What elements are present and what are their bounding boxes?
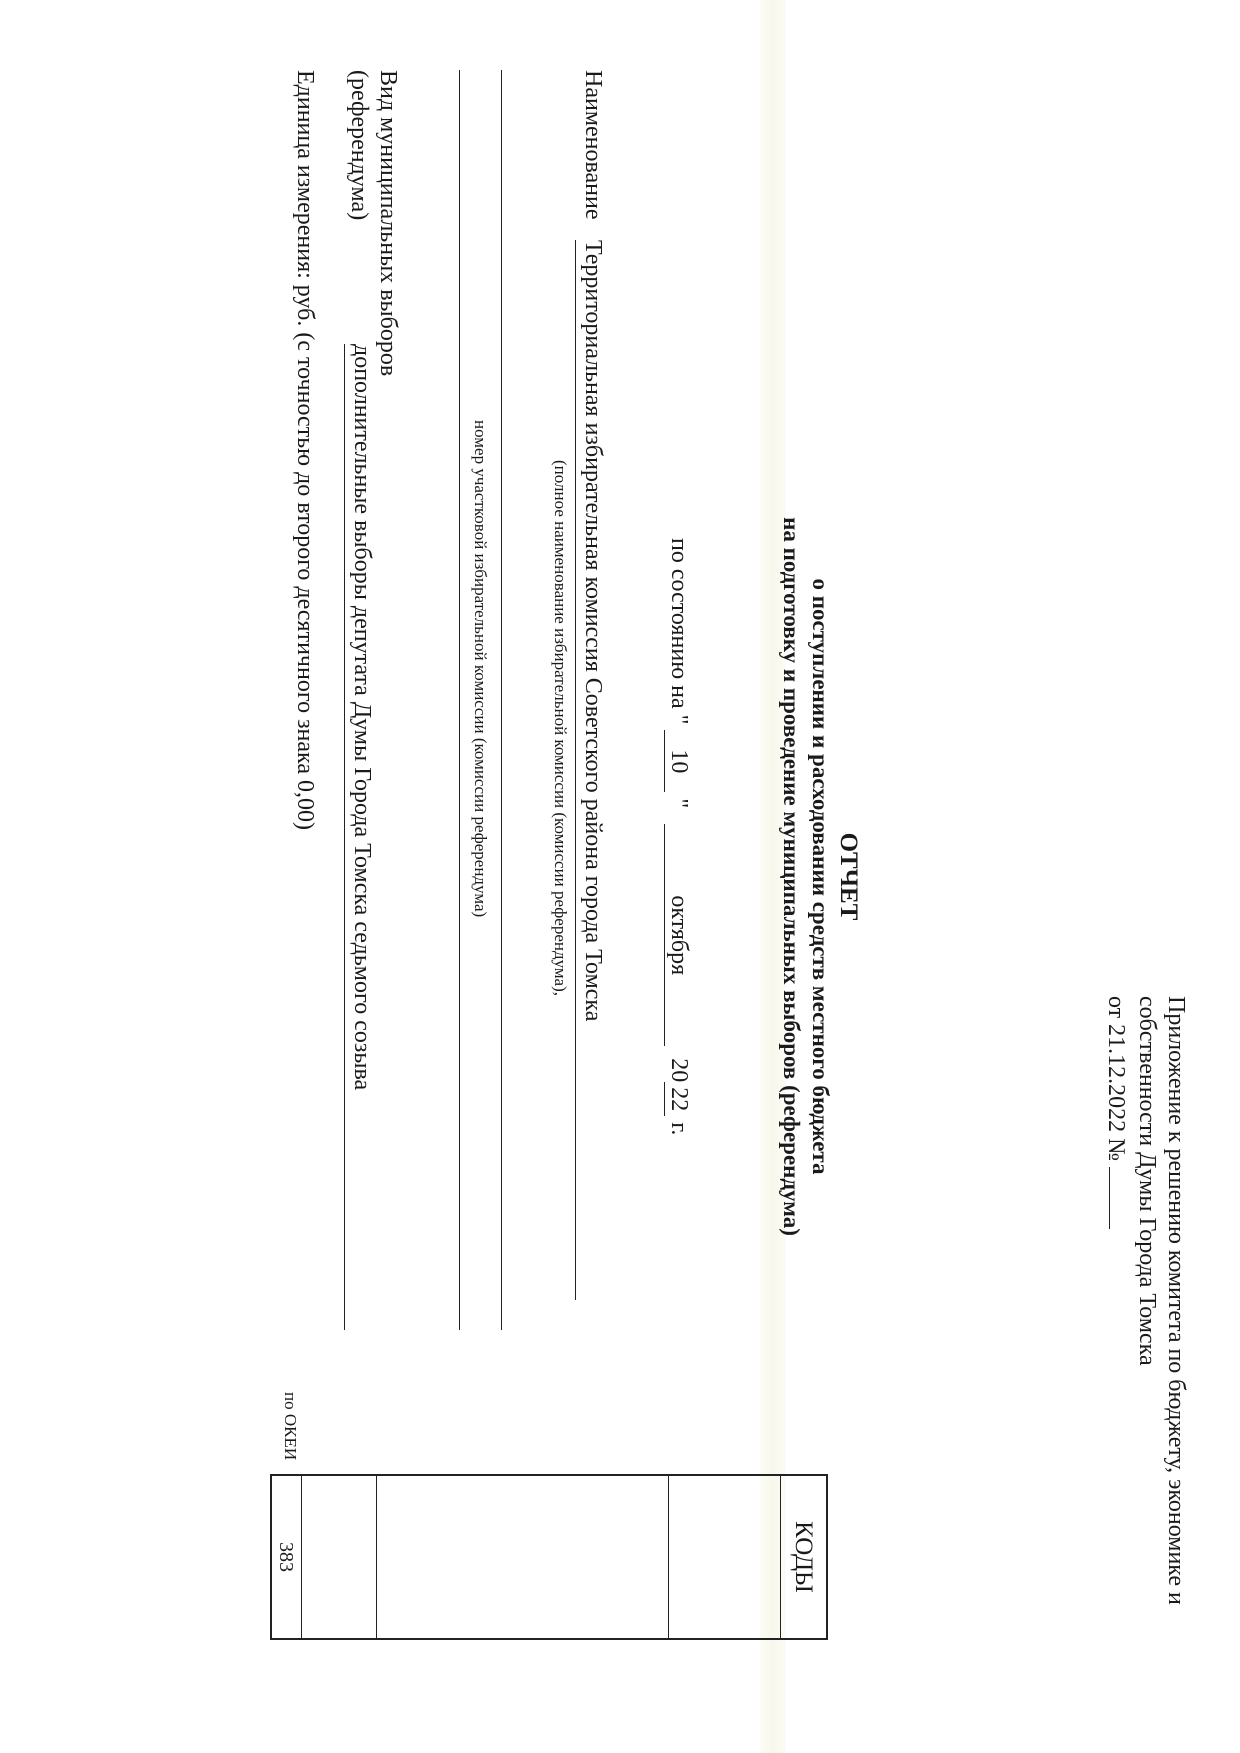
report-subtitle-2: на подготовку и проведение муниципальных выборов (референдума) bbox=[779, 517, 804, 1236]
date-day: 10 bbox=[664, 730, 692, 792]
codes-cell-date bbox=[668, 1476, 780, 1638]
report-title: ОТЧЕТ bbox=[835, 832, 862, 921]
election-kind-label-line-2: (референдума) bbox=[346, 70, 372, 221]
appendix-line-2: собственности Думы Города Томска bbox=[1134, 996, 1160, 1366]
date-year-suffix: 22 bbox=[664, 1082, 692, 1116]
appendix-number-blank bbox=[1109, 1167, 1132, 1229]
date-year-prefix: 20 bbox=[666, 1058, 692, 1083]
date-suffix: г. bbox=[666, 1122, 692, 1136]
election-kind-label-line-1: Вид муниципальных выборов bbox=[375, 70, 401, 377]
report-subtitle-1: о поступлении и расходовании средств местного бюджета bbox=[808, 578, 833, 1175]
codes-cell-name bbox=[376, 1476, 668, 1638]
date-prefix: по состоянию на " bbox=[666, 538, 692, 725]
appendix-note bbox=[1101, 996, 1190, 1605]
codes-cell-kind bbox=[302, 1476, 376, 1638]
codes-header: КОДЫ bbox=[780, 1476, 826, 1638]
appendix-line-1: Приложение к решению комитета по бюджету, экономике и bbox=[1163, 996, 1189, 1605]
date-month: октября bbox=[664, 824, 692, 1046]
name-value: Территориальная избирательная комиссия Советского района города Томска bbox=[575, 240, 606, 1300]
codes-okei-value: 383 bbox=[271, 1476, 302, 1638]
name-label: Наименование bbox=[580, 70, 606, 220]
appendix-line-3 bbox=[1101, 996, 1132, 1605]
election-kind-label bbox=[344, 70, 402, 376]
date-quote: " bbox=[666, 798, 692, 809]
commission-number-hint: номер участковой избирательной комиссии (комиссии референдума) bbox=[471, 420, 490, 918]
report-date bbox=[664, 538, 692, 1135]
name-continuation-line bbox=[501, 70, 502, 1330]
codes-table bbox=[270, 1474, 828, 1640]
election-kind-value: дополнительные выборы депутата Думы Города Томска седьмого созыва bbox=[344, 344, 375, 1330]
commission-number-line bbox=[459, 70, 460, 1330]
name-hint: (полное наименование избирательной комиссии (комиссии референдума), bbox=[551, 460, 570, 996]
unit-of-measure: Единица измерения: руб. (с точностью до второго десятичного знака 0,00) bbox=[292, 70, 318, 830]
appendix-line-3-text: от 21.12.2022 № bbox=[1103, 996, 1129, 1162]
okei-label: по ОКЕИ bbox=[281, 1392, 300, 1461]
